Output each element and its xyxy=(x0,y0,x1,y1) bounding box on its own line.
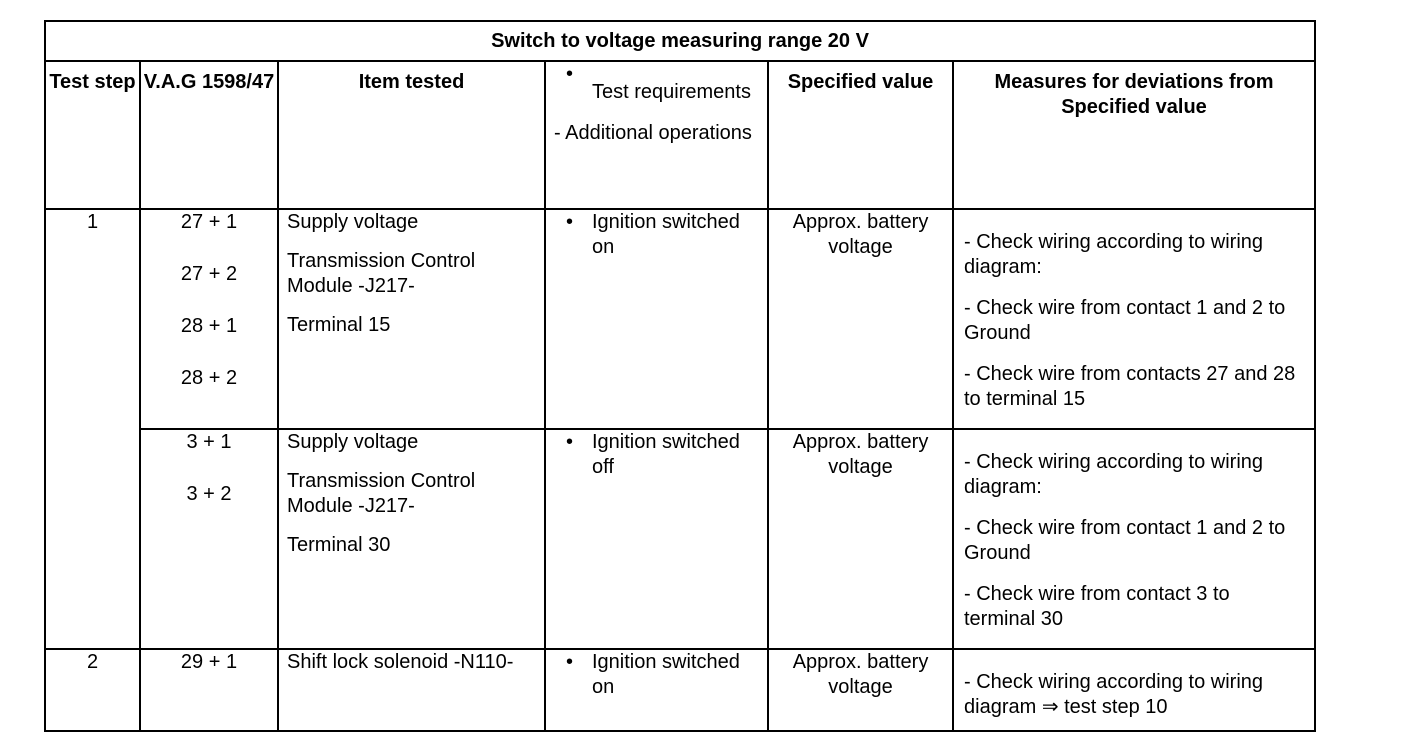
measure-line: - Check wiring according to wiring diagram: xyxy=(964,451,1264,498)
vag-cell xyxy=(140,649,278,731)
measures-cell xyxy=(953,209,1315,429)
bullet-icon: • xyxy=(566,211,574,233)
header-additional-operations: - Additional operations xyxy=(554,122,752,144)
vag-pair: 28 + 2 xyxy=(180,367,238,389)
requirement-text: Ignition switched on xyxy=(592,211,740,258)
requirement-text: Ignition switched on xyxy=(592,651,740,698)
header-specified-value: Specified value xyxy=(768,61,953,209)
bullet-icon: • xyxy=(566,63,574,85)
measure-line: - Check wire from contact 1 and 2 to Ground xyxy=(964,517,1286,564)
test-step-cell: 1 xyxy=(45,209,140,649)
measures-cell xyxy=(953,649,1315,731)
vag-pair: 27 + 1 xyxy=(180,211,238,233)
bullet-icon: • xyxy=(566,431,574,453)
requirement-cell xyxy=(545,649,768,731)
header-row xyxy=(45,61,1315,209)
vag-pair: 28 + 1 xyxy=(180,315,238,337)
item-line: Transmission Control Module -J217- xyxy=(287,250,476,297)
table-row xyxy=(45,649,1315,731)
item-tested-cell xyxy=(278,429,545,649)
measure-line: - Check wiring according to wiring diagram: xyxy=(964,231,1264,278)
measure-line: - Check wire from contact 1 and 2 to Ground xyxy=(964,297,1286,344)
table-row xyxy=(45,429,1315,649)
header-vag: V.A.G 1598/47 xyxy=(140,61,278,209)
header-test-step: Test step xyxy=(45,61,140,209)
measures-cell xyxy=(953,429,1315,649)
item-tested-cell xyxy=(278,649,545,731)
header-test-requirements: Test requirements xyxy=(592,81,751,103)
header-measures: Measures for deviations from Specified value xyxy=(953,61,1315,209)
measure-line: - Check wire from contact 3 to terminal 30 xyxy=(964,583,1230,630)
vag-cell xyxy=(140,429,278,649)
item-tested-cell xyxy=(278,209,545,429)
vag-cell xyxy=(140,209,278,429)
vag-pair: 29 + 1 xyxy=(180,651,238,673)
measure-line: - Check wiring according to wiring diagram ⇒ test step 10 xyxy=(964,671,1264,718)
item-line: Supply voltage xyxy=(287,431,419,453)
specified-value-cell: Approx. battery voltage xyxy=(768,429,953,649)
vag-pair: 3 + 1 xyxy=(186,431,232,453)
item-line: Transmission Control Module -J217- xyxy=(287,470,476,517)
table-row xyxy=(45,209,1315,429)
specified-value-cell: Approx. battery voltage xyxy=(768,649,953,731)
vag-pair: 3 + 2 xyxy=(186,483,232,505)
item-line: Shift lock solenoid -N110- xyxy=(287,651,514,673)
item-line: Supply voltage xyxy=(287,211,419,233)
specified-value-cell: Approx. battery voltage xyxy=(768,209,953,429)
requirement-cell xyxy=(545,209,768,429)
bullet-icon: • xyxy=(566,651,574,673)
test-table xyxy=(44,20,1316,732)
item-line: Terminal 15 xyxy=(287,314,391,336)
header-requirements xyxy=(545,61,768,209)
item-line: Terminal 30 xyxy=(287,534,391,556)
requirement-cell xyxy=(545,429,768,649)
table-title: Switch to voltage measuring range 20 V xyxy=(45,21,1315,61)
requirement-text: Ignition switched off xyxy=(592,431,740,478)
header-item-tested: Item tested xyxy=(278,61,545,209)
vag-pair: 27 + 2 xyxy=(180,263,238,285)
measure-line: - Check wire from contacts 27 and 28 to terminal 15 xyxy=(964,363,1296,410)
test-step-cell: 2 xyxy=(45,649,140,731)
